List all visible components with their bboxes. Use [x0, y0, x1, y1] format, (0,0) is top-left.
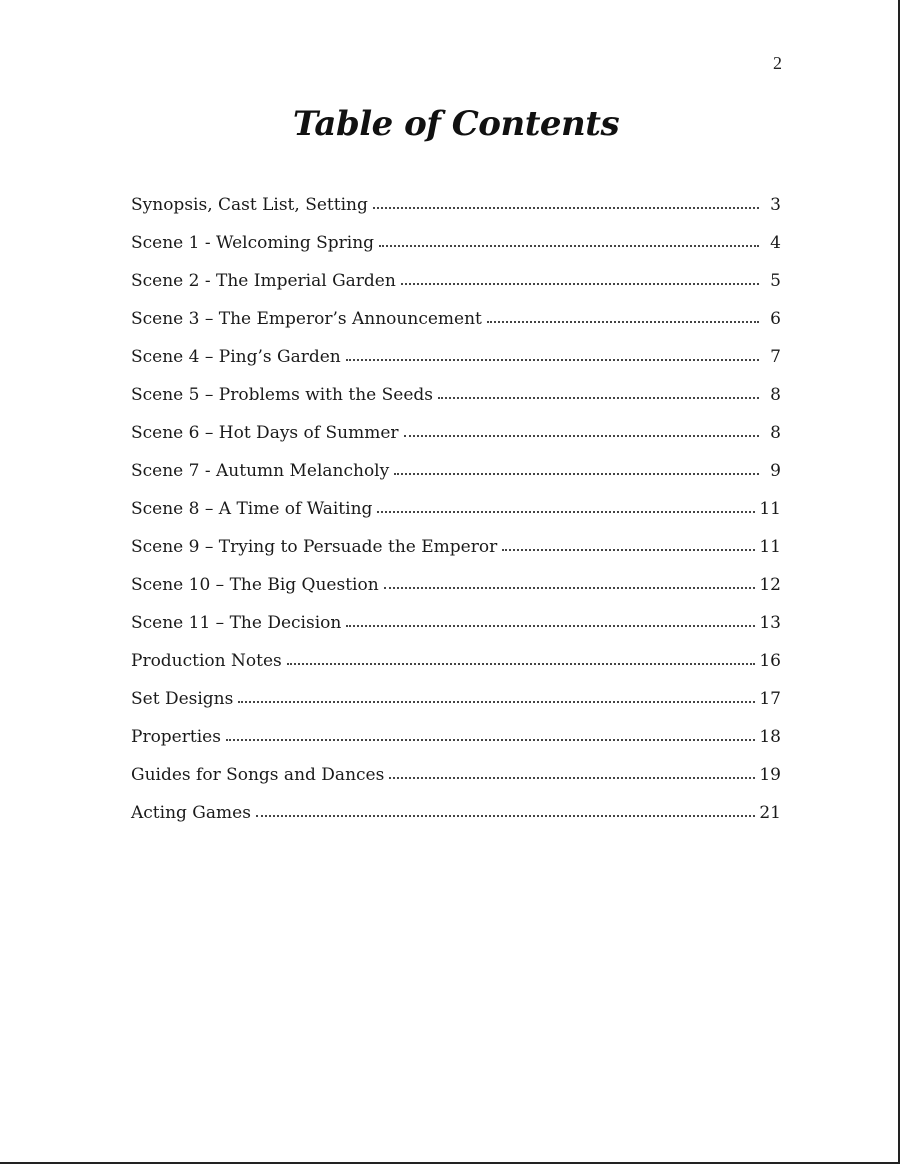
toc-entry-label: Scene 2 - The Imperial Garden [131, 271, 396, 291]
dot-leader [404, 433, 759, 437]
page-number: 2 [773, 53, 782, 73]
toc-entry-label: Properties [131, 727, 221, 747]
toc-entry-label: Scene 4 – Ping’s Garden [131, 347, 341, 367]
toc-entry[interactable] [131, 309, 781, 347]
toc-entry[interactable] [131, 195, 781, 233]
dot-leader [502, 547, 755, 551]
toc-entry[interactable] [131, 651, 781, 689]
toc-entry[interactable] [131, 461, 781, 499]
toc-entry-label: Scene 7 - Autumn Melancholy [131, 461, 390, 481]
toc-entry[interactable] [131, 575, 781, 613]
toc-entry[interactable] [131, 613, 781, 651]
dot-leader [487, 319, 759, 323]
toc-entry-label: Scene 11 – The Decision [131, 613, 342, 633]
toc-entry[interactable] [131, 423, 781, 461]
toc-entry-page: 11 [759, 499, 781, 519]
toc-entry-page: 9 [770, 461, 781, 481]
toc-entry[interactable] [131, 537, 781, 575]
dot-leader [346, 623, 755, 627]
dot-leader [401, 281, 759, 285]
toc-entry-page: 8 [770, 423, 781, 443]
dot-leader [389, 775, 755, 779]
toc-entry-label: Production Notes [131, 651, 282, 671]
toc-entry-page: 3 [770, 195, 781, 215]
dot-leader [256, 813, 755, 817]
toc-entry-label: Guides for Songs and Dances [131, 765, 385, 785]
toc-entry-page: 11 [759, 537, 781, 557]
toc-entry-label: Scene 1 - Welcoming Spring [131, 233, 375, 253]
dot-leader [373, 205, 759, 209]
dot-leader [377, 509, 755, 513]
toc-entry[interactable] [131, 499, 781, 537]
dot-leader [384, 585, 756, 589]
dot-leader [226, 737, 755, 741]
toc-entry-label: Synopsis, Cast List, Setting [131, 195, 368, 215]
toc-entry-page: 17 [759, 689, 781, 709]
toc-entry-page: 5 [770, 271, 781, 291]
toc-entry[interactable] [131, 271, 781, 309]
toc-entry-page: 18 [759, 727, 781, 747]
toc-entry-label: Scene 5 – Problems with the Seeds [131, 385, 433, 405]
toc-entry-page: 4 [770, 233, 781, 253]
toc-entry[interactable] [131, 233, 781, 271]
toc-entry-label: Set Designs [131, 689, 234, 709]
dot-leader [238, 699, 755, 703]
toc-entry-label: Scene 6 – Hot Days of Summer [131, 423, 399, 443]
dot-leader [438, 395, 759, 399]
toc-entry-page: 7 [770, 347, 781, 367]
toc-entry[interactable] [131, 689, 781, 727]
toc-entry[interactable] [131, 385, 781, 423]
toc-entry-page: 19 [759, 765, 781, 785]
toc-entry[interactable] [131, 347, 781, 385]
toc-list [131, 195, 781, 841]
dot-leader [394, 471, 759, 475]
toc-entry[interactable] [131, 803, 781, 841]
dot-leader [287, 661, 756, 665]
toc-entry-page: 12 [759, 575, 781, 595]
toc-entry-page: 16 [759, 651, 781, 671]
toc-entry-label: Scene 3 – The Emperor’s Announcement [131, 309, 482, 329]
toc-entry-label: Acting Games [131, 803, 251, 823]
toc-entry-page: 6 [770, 309, 781, 329]
dot-leader [346, 357, 759, 361]
toc-title: Table of Contents [292, 104, 620, 144]
toc-entry-page: 21 [759, 803, 781, 823]
toc-entry-label: Scene 9 – Trying to Persuade the Emperor [131, 537, 498, 557]
toc-entry-label: Scene 8 – A Time of Waiting [131, 499, 373, 519]
toc-entry[interactable] [131, 765, 781, 803]
toc-entry-label: Scene 10 – The Big Question [131, 575, 379, 595]
dot-leader [379, 243, 759, 247]
toc-entry-page: 13 [759, 613, 781, 633]
toc-entry-page: 8 [770, 385, 781, 405]
toc-entry[interactable] [131, 727, 781, 765]
